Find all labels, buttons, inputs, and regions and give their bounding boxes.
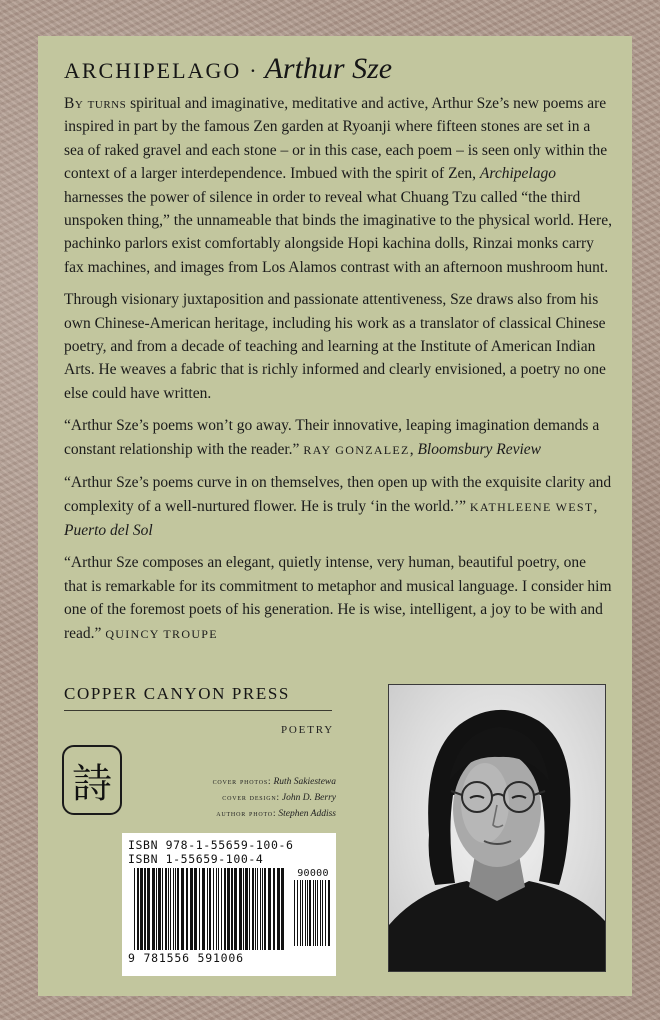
description-copy: [64, 92, 612, 655]
publisher-logo-icon: [62, 745, 122, 815]
blurb-2: “Arthur Sze’s poems curve in on themselves, then open up with the exquisite clarity and complexity of a well-nurtured flower. He is truly ‘in the world.’” KATHLEENE WEST, Puerto del Sol: [64, 474, 612, 539]
addon-bars: [294, 880, 332, 946]
title-separator: ·: [249, 58, 257, 83]
barcode-number: 9 781556 591006: [128, 951, 244, 965]
book-title: ARCHIPELAGO: [64, 58, 242, 83]
credit-line: cover photos: Ruth Sakiestewa: [212, 776, 336, 787]
author-photo: [388, 684, 606, 972]
isbn-13: ISBN 978-1-55659-100-6: [128, 838, 294, 852]
title-row: [64, 52, 392, 92]
blurb-author: KATHLEENE WEST: [469, 499, 594, 514]
author-portrait-image: [389, 685, 605, 971]
credits-block: [148, 774, 336, 822]
blurb-source: Puerto del Sol: [64, 521, 153, 539]
credit-line: author photo: Stephen Addiss: [216, 808, 336, 819]
publisher-name: COPPER CANYON PRESS: [64, 684, 290, 703]
blurb-1: “Arthur Sze’s poems won’t go away. Their innovative, leaping imagination demands a constant relationship with the reader.” RAY GONZALEZ, Bloomsbury Review: [64, 417, 600, 458]
publisher-divider: [64, 710, 332, 711]
lead-in: By turns: [64, 95, 127, 112]
addon-barcode: [294, 868, 332, 951]
logo-glyph: 詩: [72, 760, 112, 806]
credit-line: cover design: John D. Berry: [222, 792, 336, 803]
isbn-barcode: [122, 833, 336, 976]
price-code: 90000: [297, 868, 329, 879]
genre-label: POETRY: [281, 724, 334, 736]
barcode-bars: [134, 868, 286, 950]
blurb-source: Bloomsbury Review: [417, 440, 541, 458]
description-paragraph-2: Through visionary juxtaposition and passionate attentiveness, Sze draws also from his own Chinese-American heritage, including his work as a translator of classical Chinese poetry, and from a decade of teaching and learning at the Institute of American Indian Arts. He weaves a fabric that is richly informed and clearly envisioned, a poetry no one else could have written.: [64, 291, 606, 402]
description-paragraph-1: By turns spiritual and imaginative, meditative and active, Arthur Sze’s new poems are inspired in part by the famous Zen garden at Ryoanji where fifteen stones are set in a sea of raked gravel and each stone – or in this case, each poem – is seen only within the context of a larger interdependence. Imbued with the spirit of Zen, Archipelago harnesses the power of silence in order to reveal what Chuang Tzu called “the third unspoken thing,” the unnameable that binds the imaginative to the physical world. Here, pachinko parlors exist comfortably alongside Hopi kachina dolls, Rinzai monks carry fax machines, and images from Los Alamos contrast with an afternoon mushroom hunt.: [64, 95, 612, 276]
blurb-3: “Arthur Sze composes an elegant, quietly intense, very human, beautiful poetry, one that is remarkable for its commitment to metaphor and musical language. I consider him one of the foremost poets of his generation. He is wise, intelligent, a joy to be with and read.” QUINCY TROUPE: [64, 554, 612, 642]
blurb-author: RAY GONZALEZ: [303, 442, 410, 457]
blurb-author: QUINCY TROUPE: [105, 626, 218, 641]
author-name: Arthur Sze: [264, 52, 393, 85]
back-cover-panel: [38, 36, 632, 996]
book-title-inline: Archipelago: [479, 165, 556, 183]
isbn-10: ISBN 1-55659-100-4: [128, 852, 264, 866]
